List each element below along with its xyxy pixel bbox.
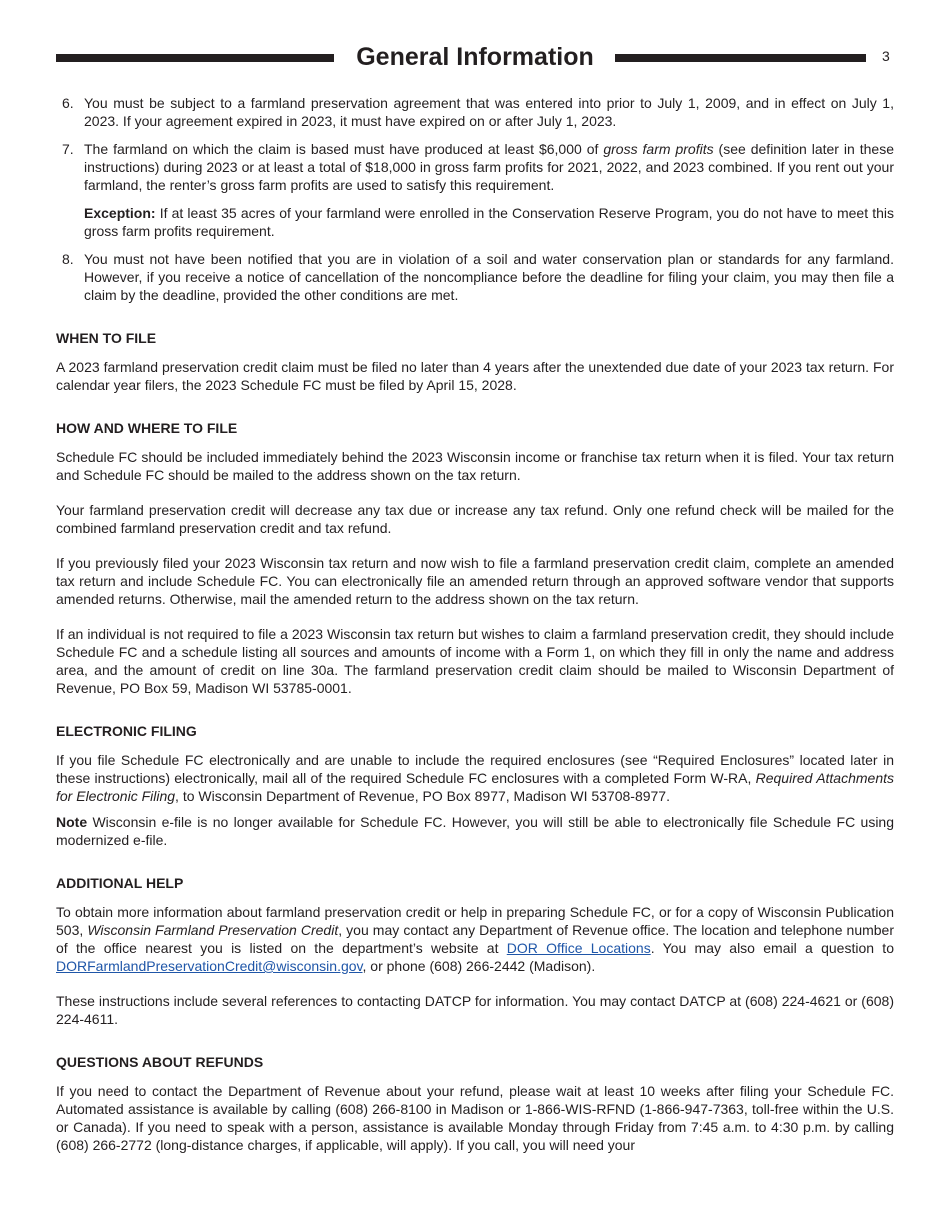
list-item-number: 8. xyxy=(62,251,74,267)
page-title: General Information xyxy=(356,43,594,71)
paragraph: These instructions include several references to contacting DATCP for information. You may contact DATCP at (608) 224-4621 or (608) 224-4611. xyxy=(56,993,894,1027)
section-heading-when-to-file: WHEN TO FILE xyxy=(56,330,157,346)
email-link[interactable]: DORFarmlandPreservationCredit@wisconsin.gov xyxy=(56,958,363,974)
list-item-number: 6. xyxy=(62,95,74,111)
section-heading-questions-about-refunds: QUESTIONS ABOUT REFUNDS xyxy=(56,1054,264,1070)
page-number: 3 xyxy=(882,48,890,64)
note-text: Wisconsin e-file is no longer available for Schedule FC. However, you will still be able to electronically file Schedule FC using modernized e-file. xyxy=(56,814,894,848)
paragraph xyxy=(56,751,894,805)
dor-office-locations-link[interactable]: DOR Office Locations xyxy=(506,940,651,956)
page-content xyxy=(56,94,894,1171)
exception-label: Exception: xyxy=(84,205,156,221)
paragraph-text-cont: , you may contact any Department of Revenue office. The location and telephone number of the office nearest you is listed on the department’s website at xyxy=(56,922,894,956)
paragraph-text: If you file Schedule FC electronically and are unable to include the required enclosures (see “Required Enclosures” located later in these instructions) electronically, mail all of the required Schedule FC enclosures with a completed Form W-RA, xyxy=(56,752,894,786)
header-rule-left xyxy=(56,54,334,62)
note-label: Note xyxy=(56,814,88,830)
list-item-text: The farmland on which the claim is based must have produced at least $6,000 of xyxy=(84,141,604,157)
list-item-number: 7. xyxy=(62,141,74,157)
form-title: Required Attachments for Electronic Filing xyxy=(56,770,895,804)
paragraph: If you need to contact the Department of Revenue about your refund, please wait at least 10 weeks after filing your Schedule FC. Automated assistance is available by calling (608) 266-8100 in Madison or 1-866-WIS-RFND (1-866-947-7363, toll-free within the U.S. or Canada). If you need to speak with a person, assistance is available Monday through Friday from 7:45 a.m. to 4:30 p.m. by calling (608) 266-2772 (long-distance charges, if applicable, will apply). If you call, you will need your xyxy=(56,1083,894,1153)
section-heading-electronic-filing: ELECTRONIC FILING xyxy=(56,723,197,739)
list-item-text-cont: (see definition later in these instructions) during 2023 or at least a total of $18,000 in gross farm profits for 2021, 2022, and 2023 combined. If you rent out your farmland, the renter’s gross farm profits are used to satisfy this requirement. xyxy=(84,141,894,193)
paragraph xyxy=(56,903,894,975)
paragraph-text-cont: , or phone (608) 266-2442 (Madison). xyxy=(362,958,596,974)
paragraph-text: To obtain more information about farmland preservation credit or help in preparing Schedule FC, or for a copy of Wisconsin Publication 503, xyxy=(56,904,894,938)
paragraph: Your farmland preservation credit will decrease any tax due or increase any tax refund. Only one refund check will be mailed for the combined farmland preservation credit and tax refund. xyxy=(56,502,894,536)
header-rule-right xyxy=(615,54,866,62)
exception-note xyxy=(56,204,894,240)
list-item-text: You must not have been notified that you are in violation of a soil and water conservation plan or standards for any farmland. However, if you receive a notice of cancellation of the noncompliance before the deadline for filing your claim, you may then file a claim by the deadline, provided the other conditions are met. xyxy=(84,251,894,303)
note-paragraph xyxy=(56,813,894,849)
paragraph: If an individual is not required to file a 2023 Wisconsin tax return but wishes to claim a farmland preservation credit, they should include Schedule FC and a schedule listing all sources and amounts of income with a Form 1, on which they fill in only the name and address area, and the amount of credit on line 30a. The farmland preservation credit claim should be mailed to Wisconsin Department of Revenue, PO Box 59, Madison WI 53785-0001. xyxy=(56,626,894,696)
paragraph: If you previously filed your 2023 Wisconsin tax return and now wish to file a farmland preservation credit claim, complete an amended tax return and include Schedule FC. You can electronically file an amended return through an approved software vendor that supports amended returns. Otherwise, mail the amended return to the address shown on the tax return. xyxy=(56,555,894,607)
paragraph: A 2023 farmland preservation credit claim must be filed no later than 4 years after the unextended due date of your 2023 tax return. For calendar year filers, the 2023 Schedule FC must be filed by April 15, 2028. xyxy=(56,359,894,393)
section-heading-additional-help: ADDITIONAL HELP xyxy=(56,875,184,891)
list-item xyxy=(56,250,894,304)
paragraph-text-cont: . You may also email a question to xyxy=(650,940,894,956)
paragraph: Schedule FC should be included immediately behind the 2023 Wisconsin income or franchise tax return when it is filed. Your tax return and Schedule FC should be mailed to the address shown on the tax return. xyxy=(56,449,894,483)
list-item-text: You must be subject to a farmland preservation agreement that was entered into prior to July 1, 2009, and in effect on July 1, 2023. If your agreement expired in 2023, it must have expired on or after July 1, 2023. xyxy=(84,95,894,129)
exception-text: If at least 35 acres of your farmland were enrolled in the Conservation Reserve Program, you do not have to meet this gross farm profits requirement. xyxy=(84,205,894,239)
publication-title: Wisconsin Farmland Preservation Credit xyxy=(87,922,339,938)
list-item xyxy=(56,94,894,130)
list-item xyxy=(56,140,894,194)
page-header xyxy=(56,40,894,76)
section-heading-how-and-where-to-file: HOW AND WHERE TO FILE xyxy=(56,420,238,436)
paragraph-text-cont: , to Wisconsin Department of Revenue, PO Box 8977, Madison WI 53708-8977. xyxy=(175,788,670,804)
gross-farm-profits-term: gross farm profits xyxy=(603,141,714,157)
